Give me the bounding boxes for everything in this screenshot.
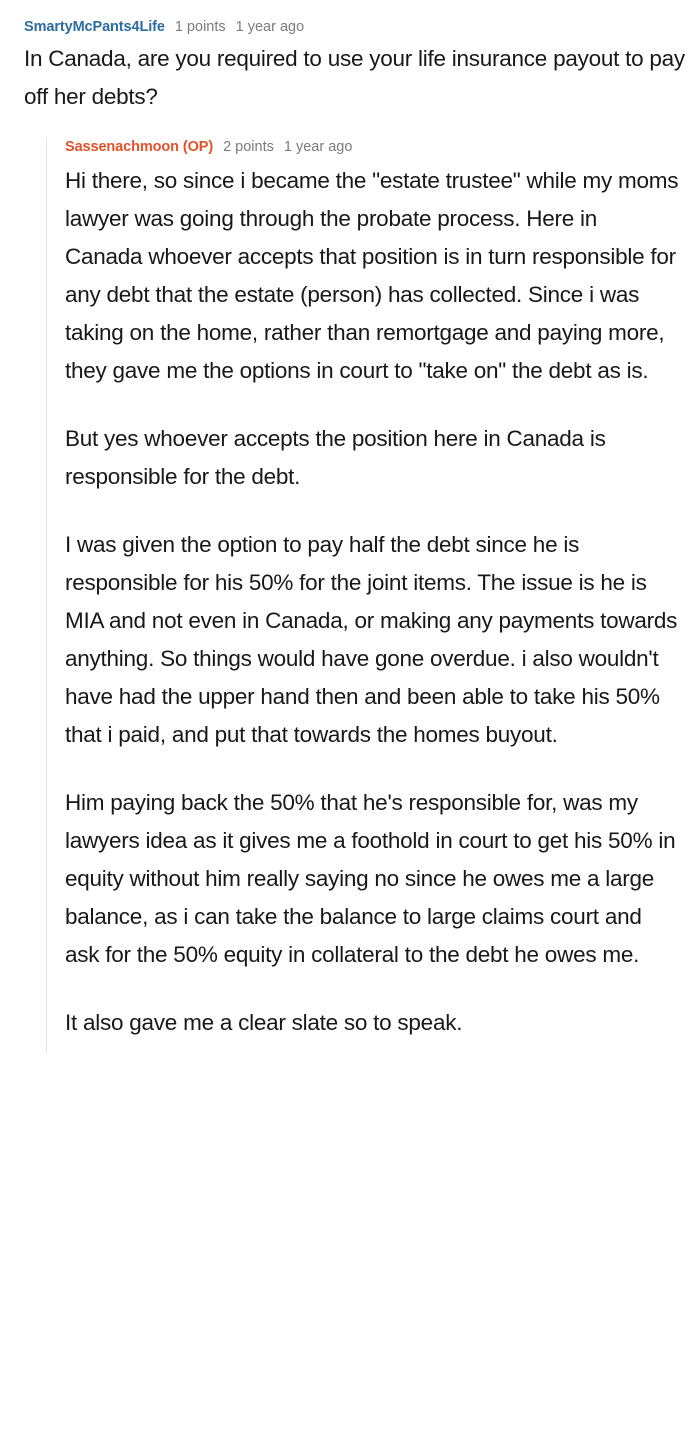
- comment-paragraph: Him paying back the 50% that he's responsible for, was my lawyers idea as it gives me a foothold in court to get his 50% in equity without him really saying no since he owes me a large balance, as i can take the balance to large claims court and ask for the 50% equity in collateral to the debt he owes me.: [65, 790, 676, 967]
- comment-meta: [24, 18, 690, 40]
- bottom-spacer: [65, 1042, 684, 1052]
- comment-author-link[interactable]: SmartyMcPants4Life: [24, 19, 165, 35]
- comment-paragraph: In Canada, are you required to use your life insurance payout to pay off her debts?: [24, 46, 685, 109]
- comment-reply-op: [46, 138, 690, 1052]
- comment-paragraph: It also gave me a clear slate so to speak.: [65, 1010, 463, 1035]
- comment-paragraph: Hi there, so since i became the "estate trustee" while my moms lawyer was going through the probate process. Here in Canada whoever accepts that position is in turn responsible for any debt that the estate (person) has collected. Since i was taking on the home, rather than remortgage and paying more, they gave me the options in court to "take on" the debt as is.: [65, 168, 679, 383]
- comment-points: 1 points: [174, 19, 226, 35]
- comment-body: [24, 40, 690, 116]
- comment-top-level: [0, 18, 700, 1052]
- comment-body: [65, 162, 684, 1042]
- comment-paragraph: I was given the option to pay half the debt since he is responsible for his 50% for the joint items. The issue is he is MIA and not even in Canada, or making any payments towards anything. So things would have gone overdue. i also wouldn't have had the upper hand then and been able to take his 50% that i paid, and put that towards the homes buyout.: [65, 532, 678, 747]
- comment-timestamp[interactable]: 1 year ago: [283, 139, 353, 155]
- comment-timestamp[interactable]: 1 year ago: [235, 19, 305, 35]
- comment-meta: [65, 138, 684, 162]
- comment-author-op[interactable]: Sassenachmoon (OP): [65, 139, 214, 155]
- comment-paragraph: But yes whoever accepts the position here in Canada is responsible for the debt.: [65, 426, 606, 489]
- comment-points: 2 points: [223, 139, 274, 155]
